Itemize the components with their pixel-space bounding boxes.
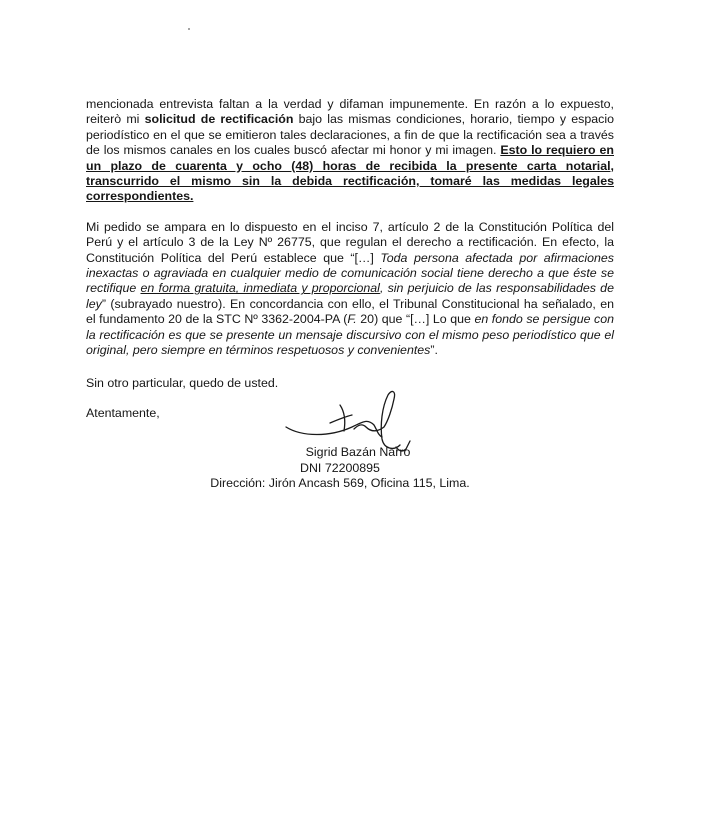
text-segment: ”. (430, 343, 438, 358)
text-segment: ” (subrayado nuestro). En concordancia con ello, el Tribunal Constitucional ha señalado, en el fundamento 20 de la STC Nº 3362-2004-PA ( (86, 296, 614, 327)
text-segment: mencionada entrevista faltan a la verdad y difaman impunemente. En razón a lo expuesto, reiterò mi (86, 97, 614, 127)
bold-text-solicitud: solicitud de rectificación (144, 112, 294, 127)
tribunal-quote: en fondo se persigue con la rectificación es que se presente un mensaje discursivo con el mismo peso periodístico que el original, pero siempre en términos respetuosos y convenientes (86, 312, 615, 358)
underlined-quote: en forma gratuita, inmediata y proporcional (140, 281, 380, 296)
constitution-quote: Toda persona afectada por afirmaciones inexactas o agraviada en cualquier medio de comunicación social tiene derecho a que éste se rectifique (86, 250, 614, 296)
signer-address: Dirección: Jirón Ancash 569, Oficina 115, Lima. (210, 476, 470, 490)
fundamento-abbrev: F. (347, 312, 357, 327)
closing-line: Sin otro particular, quedo de usted. (86, 376, 279, 390)
text-segment: bajo las mismas condiciones, horario, tiempo y espacio periodístico en el que se emitieron tales declaraciones, a fin de que la rectificación sea a través de los mismos canales en los cuales buscó afectar mi honor y mi imagen. (86, 112, 614, 158)
text-segment: Mi pedido se ampara en lo dispuesto en el inciso 7, artículo 2 de la Constitución Política del Perú y el artículo 3 de la Ley Nº 26775, que regulan el derecho a rectificación. En efecto, la Constitución Política del Perú establece que “[…] (86, 219, 614, 265)
regards-line: Atentamente, (86, 406, 160, 420)
paragraph-legal-basis (86, 220, 614, 359)
letter-body (86, 97, 614, 374)
text-segment: 20) que “[…] Lo que (356, 312, 475, 327)
deadline-statement: Esto lo requiero en un plazo de cuarenta y ocho (48) horas de recibida la presente carta notarial, transcurrido el mismo sin la debida rectificación, tomaré las medidas legales correspondientes. (86, 143, 614, 204)
signer-name: Sigrid Bazán Narro (305, 445, 411, 459)
scan-speck (188, 28, 190, 30)
constitution-quote-end: , sin perjuicio de las responsabilidades de ley (86, 281, 614, 311)
signer-dni: DNI 72200895 (300, 460, 380, 475)
paragraph-rectification-request (86, 97, 614, 205)
signature-block (170, 445, 510, 492)
